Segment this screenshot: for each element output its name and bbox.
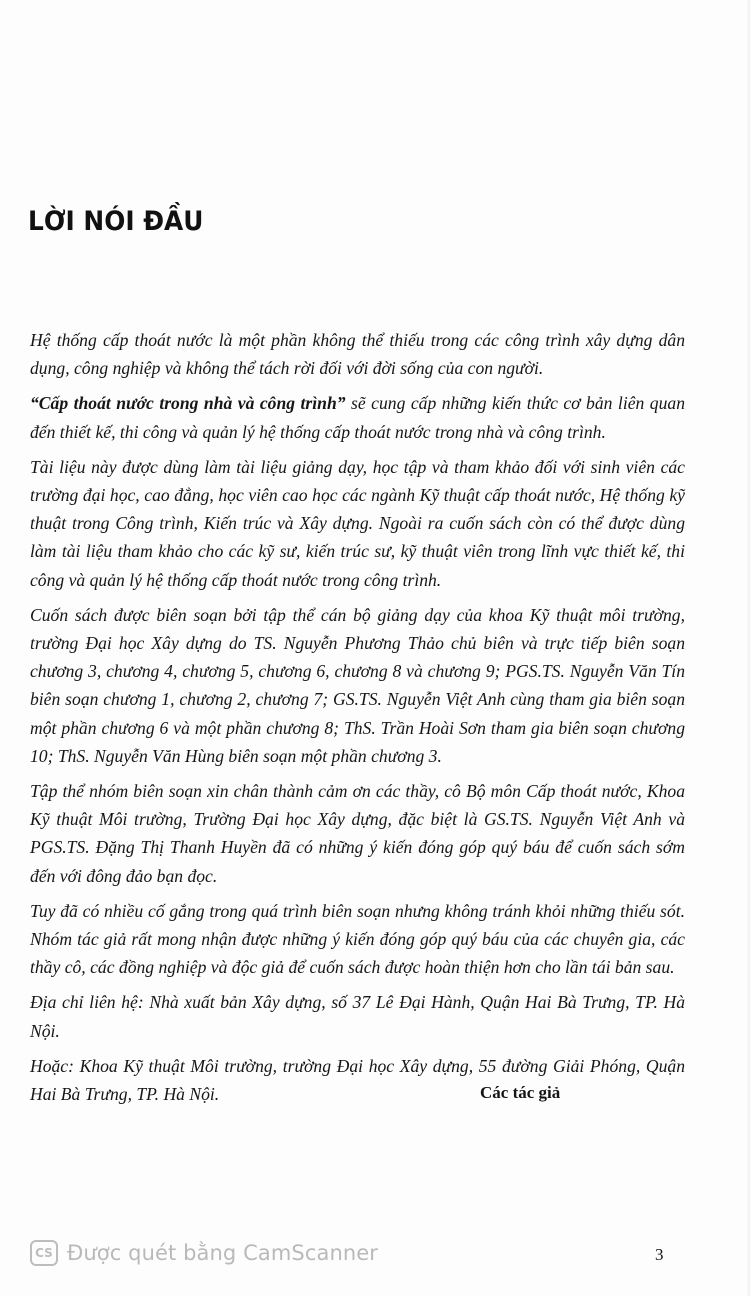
paragraph-authors: Cuốn sách được biên soạn bởi tập thể cán bộ giảng dạy của khoa Kỹ thuật môi trường, trường Đại học Xây dựng do TS. Nguyễn Phương Thảo chủ biên và trực tiếp biên soạn chương 3, chương 4, chương 5, chương 6, chương 8 và chương 9; PGS.TS. Nguyễn Văn Tín biên soạn chương 1, chương 2, chương 7; GS.TS. Nguyễn Việt Anh cùng tham gia biên soạn một phần chương 6 và một phần chương 8; ThS. Trần Hoài Sơn tham gia biên soạn chương 10; ThS. Nguyễn Văn Hùng biên soạn một phần chương 3. bbox=[30, 604, 685, 766]
camscanner-watermark bbox=[30, 1238, 378, 1268]
page-title: LỜI NÓI ĐẦU bbox=[28, 206, 204, 237]
page-number: 3 bbox=[655, 1245, 664, 1264]
camscanner-logo-icon: CS bbox=[30, 1240, 58, 1266]
paragraph-feedback: Tuy đã có nhiều cố gắng trong quá trình biên soạn nhưng không tránh khỏi những thiếu sót. Nhóm tác giả rất mong nhận được những ý kiến đóng góp quý báu của các chuyên gia, các thầy cô, các đồng nghiệp và độc giả để cuốn sách được hoàn thiện hơn cho lần tái bản sau. bbox=[30, 900, 685, 978]
book-title: “Cấp thoát nước trong nhà và công trình” bbox=[30, 393, 346, 414]
paragraph-book-title bbox=[30, 389, 685, 445]
signature: Các tác giả bbox=[480, 1083, 561, 1102]
paragraph-audience: Tài liệu này được dùng làm tài liệu giảng dạy, học tập và tham khảo đối với sinh viên các trường đại học, cao đẳng, học viên cao học các ngành Kỹ thuật cấp thoát nước, Hệ thống kỹ thuật trong Công trình, Kiến trúc và Xây dựng. Ngoài ra cuốn sách còn có thể được dùng làm tài liệu tham khảo cho các kỹ sư, kiến trúc sư, kỹ thuật viên trong lĩnh vực thiết kế, thi công và quản lý hệ thống cấp thoát nước trong công trình. bbox=[30, 456, 685, 590]
watermark-text: Được quét bằng CamScanner bbox=[67, 1241, 379, 1265]
paragraph-contact-address: Địa chỉ liên hệ: Nhà xuất bản Xây dựng, số 37 Lê Đại Hành, Quận Hai Bà Trưng, TP. Hà Nội. bbox=[30, 992, 685, 1041]
body-text bbox=[30, 326, 685, 1115]
book-title-description: sẽ cung cấp những kiến thức cơ bản liên quan đến thiết kế, thi công và quản lý hệ thống cấp thoát nước trong nhà và công trình. bbox=[30, 393, 685, 442]
paragraph-alt-contact-address: Hoặc: Khoa Kỹ thuật Môi trường, trường Đại học Xây dựng, 55 đường Giải Phóng, Quận Hai Bà Trưng, TP. Hà Nội. bbox=[30, 1055, 685, 1105]
paragraph-intro: Hệ thống cấp thoát nước là một phần không thể thiếu trong các công trình xây dựng dân dụng, công nghiệp và không thể tách rời đối với đời sống của con người. bbox=[30, 330, 685, 379]
scan-edge-shadow bbox=[746, 0, 750, 1296]
paragraph-acknowledgements: Tập thể nhóm biên soạn xin chân thành cảm ơn các thầy, cô Bộ môn Cấp thoát nước, Khoa Kỹ thuật Môi trường, Trường Đại học Xây dựng, đặc biệt là GS.TS. Nguyễn Việt Anh và PGS.TS. Đặng Thị Thanh Huyền đã có những ý kiến đóng góp quý báu để cuốn sách sớm đến với đông đảo bạn đọc. bbox=[30, 781, 685, 886]
